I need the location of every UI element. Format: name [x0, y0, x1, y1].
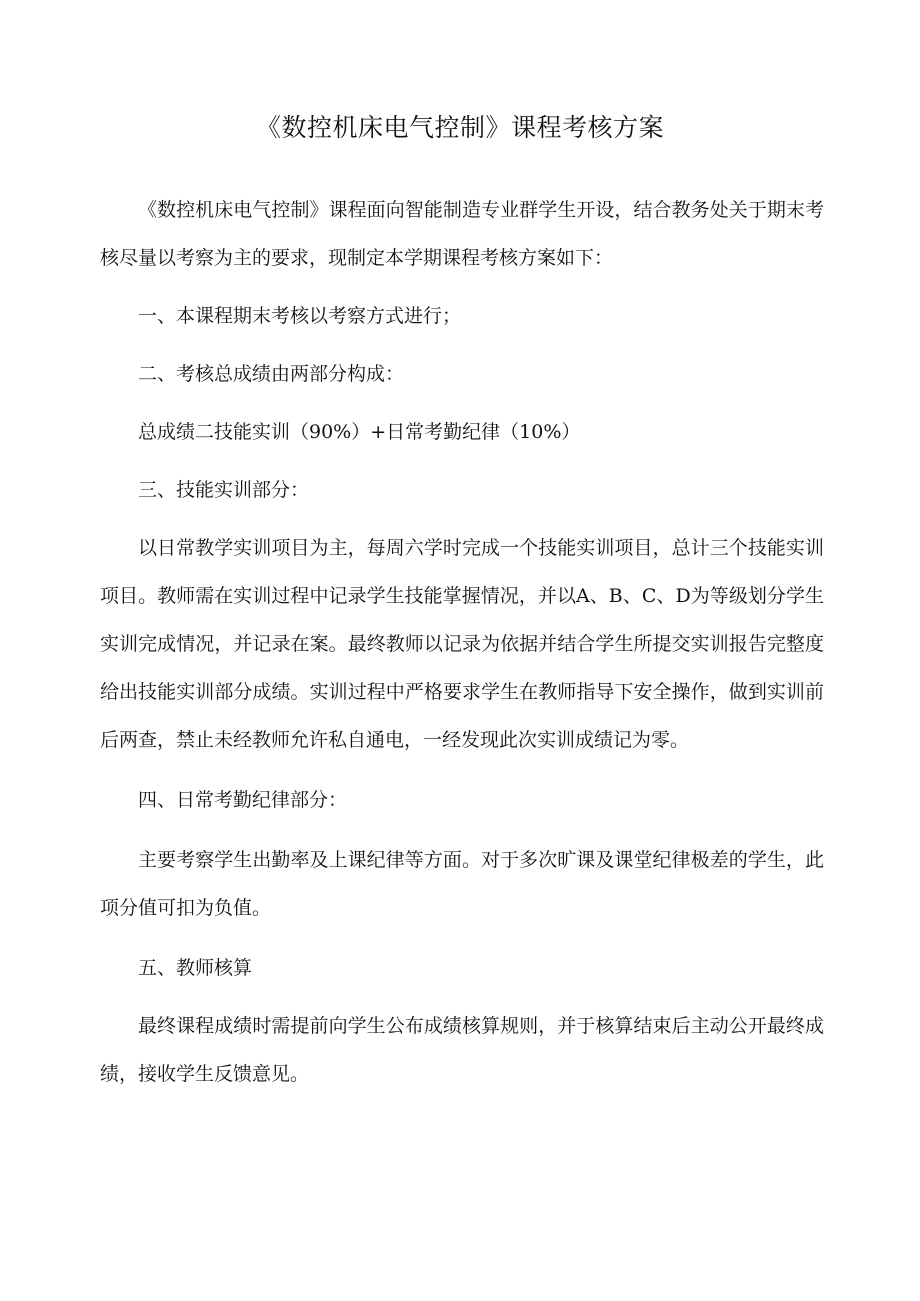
section-1-line: 一、本课程期末考核以考察方式进行；: [138, 305, 462, 327]
intro-paragraph: 《数控机床电气控制》课程面向智能制造专业群学生开设，结合教务处关于期末考核尽量以考察为主的要求，现制定本学期课程考核方案如下：: [100, 199, 824, 269]
section-2-heading: 二、考核总成绩由两部分构成：: [138, 363, 405, 385]
score-formula: 总成绩二技能实训（90%）+日常考勤纪律（10%）: [138, 421, 581, 443]
section-5-heading: 五、教师核算: [138, 957, 253, 979]
document-title: 《数控机床电气控制》课程考核方案: [255, 113, 664, 142]
document-body: [100, 186, 824, 1098]
section-4-body: 主要考察学生出勤率及上课纪律等方面。对于多次旷课及课堂纪律极差的学生，此项分值可扣为负值。: [100, 849, 824, 919]
section-3-body: 以日常教学实训项目为主，每周六学时完成一个技能实训项目，总计三个技能实训项目。教师需在实训过程中记录学生技能掌握情况，并以A、B、C、D为等级划分学生实训完成情况，并记录在案。最终教师以记录为依据并结合学生所提交实训报告完整度给出技能实训部分成绩。实训过程中严格要求学生在教师指导下安全操作，做到实训前后两查，禁止未经教师允许私自通电，一经发现此次实训成绩记为零。: [100, 537, 824, 751]
section-5-body: 最终课程成绩时需提前向学生公布成绩核算规则，并于核算结束后主动公开最终成绩，接收学生反馈意见。: [100, 1015, 824, 1085]
section-4-heading: 四、日常考勤纪律部分：: [138, 789, 348, 811]
section-3-heading: 三、技能实训部分：: [138, 479, 310, 501]
